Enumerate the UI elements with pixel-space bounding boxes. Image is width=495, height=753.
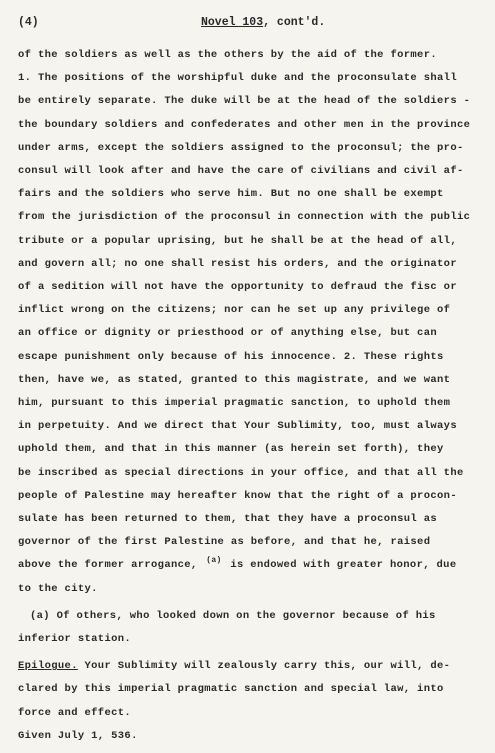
continued-label: , cont'd. — [263, 16, 326, 29]
footnote-line: (a) Of others, who looked down on the governor because of his — [30, 609, 436, 622]
text-line: governor of the first Palestine as before, and that he, raised — [18, 536, 431, 549]
text-line: fairs and the soldiers who serve him. But no one shall be exempt — [18, 188, 444, 201]
text-line: an office or dignity or priesthood or of anything else, but can — [18, 327, 438, 340]
novel-label: Novel 103 — [201, 16, 264, 29]
text-line: people of Palestine may hereafter know that the right of a procon- — [18, 489, 457, 502]
date-line: Given July 1, 536. — [18, 729, 138, 742]
footnote-reference: (a) — [206, 556, 222, 566]
text-line: and govern all; no one shall resist his orders, and the originator — [18, 257, 457, 270]
text-line: escape punishment only because of his innocence. 2. These rights — [18, 350, 444, 363]
text-line: the boundary soldiers and confederates and other men in the province — [18, 118, 471, 131]
epilogue-line — [18, 655, 483, 678]
text-line-with-footnote-ref — [18, 554, 483, 577]
text-line: sulate has been returned to them, that they have a proconsul as — [18, 513, 438, 526]
text-line: to the city. — [18, 582, 98, 595]
text-fragment: Your Sublimity will zealously carry this, our will, de- — [77, 660, 451, 673]
text-line: of a sedition will not have the opportunity to defraud the fisc or — [18, 281, 457, 294]
text-line: be inscribed as special directions in your office, and that all the — [18, 466, 464, 479]
text-fragment: is endowed with greater honor, due — [230, 559, 457, 572]
text-line: in perpetuity. And we direct that Your Sublimity, too, must always — [18, 420, 457, 433]
text-fragment: above the former arrogance, — [18, 559, 198, 572]
text-line: uphold them, and that in this manner (as herein set forth), they — [18, 443, 444, 456]
text-line: then, have we, as stated, granted to this magistrate, and we want — [18, 373, 451, 386]
text-line: be entirely separate. The duke will be at the head of the soldiers - — [18, 95, 471, 108]
text-line: of the soldiers as well as the others by the aid of the former. — [18, 49, 438, 61]
text-line: him, pursuant to this imperial pragmatic sanction, to uphold them — [18, 397, 451, 410]
epilogue-label: Epilogue. — [18, 660, 78, 673]
text-line: inflict wrong on the citizens; nor can he set up any privilege of — [18, 304, 451, 317]
text-line: under arms, except the soldiers assigned to the proconsul; the pro- — [18, 141, 464, 154]
text-line: consul will look after and have the care of civilians and civil af- — [18, 165, 464, 178]
running-title — [201, 16, 325, 29]
text-line: from the jurisdiction of the proconsul in connection with the public — [18, 211, 471, 224]
footnote-line: inferior station. — [18, 633, 132, 646]
epilogue-line: force and effect. — [18, 706, 132, 719]
body-text — [18, 44, 483, 748]
page-number: (4) — [18, 16, 39, 29]
epilogue-line: clared by this imperial pragmatic sanction and special law, into — [18, 683, 444, 696]
text-line: 1. The positions of the worshipful duke and the proconsulate shall — [18, 72, 457, 85]
page-header — [18, 10, 483, 32]
text-line: tribute or a popular uprising, but he shall be at the head of all, — [18, 234, 457, 247]
